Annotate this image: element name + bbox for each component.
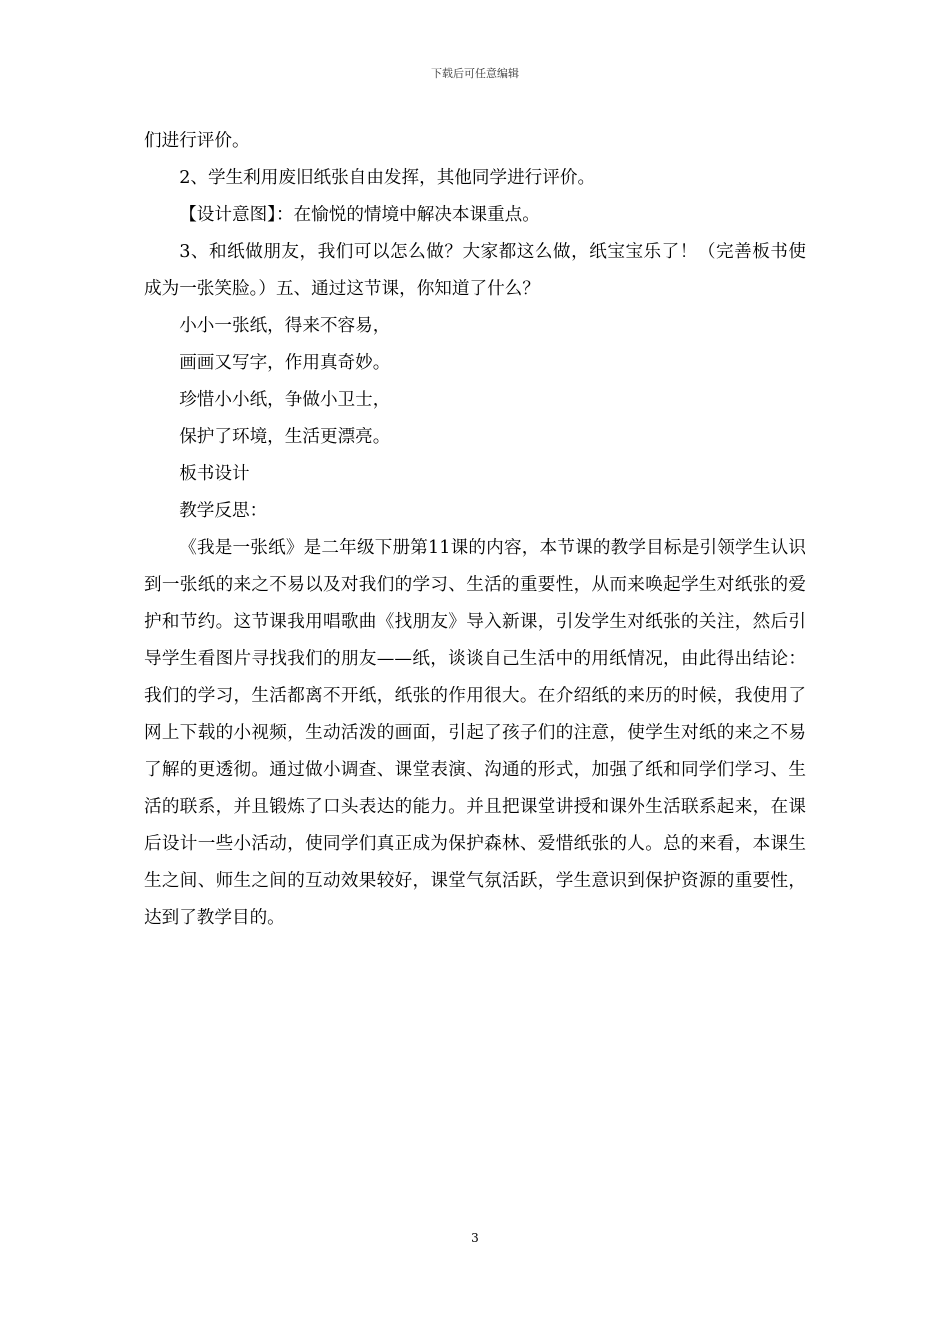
poem-line-1: 小小一张纸，得来不容易， [179,316,391,336]
paragraph-reflection: 《我是一张纸》是二年级下册第11课的内容，本节课的教学目标是引领学生认识到一张纸的来之不易以及对我们的学习、生活的重要性，从而来唤起学生对纸张的爱护和节约。这节课我用唱歌曲《找朋友》导入新课，引发学生对纸张的关注，然后引导学生看图片寻找我们的朋友——纸，谈谈自己生活中的用纸情况，由此得出结论：我们的学习，生活都离不开纸，纸张的作用很大。在介绍纸的来历的时候，我使用了网上下载的小视频，生动活泼的画面，引起了孩子们的注意，使学生对纸的来之不易了解的更透彻。通过做小调查、课堂表演、沟通的形式，加强了纸和同学们学习、生活的联系，并且锻炼了口头表达的能力。并且把课堂讲授和课外生活联系起来，在课后设计一些小活动，使同学们真正成为保护森林、爱惜纸张的人。总的来看，本课生生之间、师生之间的互动效果较好，课堂气氛活跃，学生意识到保护资源的重要性，达到了教学目的。 [144,538,806,928]
paragraph-step-3: 3、和纸做朋友，我们可以怎么做？大家都这么做，纸宝宝乐了！（完善板书使成为一张笑脸。）五、通过这节课，你知道了什么？ [144,242,806,299]
paragraph-step-2: 2、学生利用废旧纸张自由发挥，其他同学进行评价。 [179,168,596,188]
poem-line-4: 保护了环境，生活更漂亮。 [179,427,391,447]
paragraph-continuation: 们进行评价。 [144,131,250,151]
section-heading-reflection: 教学反思： [179,501,268,521]
poem-line-2: 画画又写字，作用真奇妙。 [179,353,391,373]
page-header: 下载后可任意编辑 [431,67,519,80]
page-number: 3 [471,1231,479,1245]
section-heading-board-design: 板书设计 [179,464,250,484]
paragraph-design-intent: 【设计意图】：在愉悦的情境中解决本课重点。 [179,205,540,225]
document-body [144,123,806,937]
poem-line-3: 珍惜小小纸，争做小卫士， [179,390,391,410]
